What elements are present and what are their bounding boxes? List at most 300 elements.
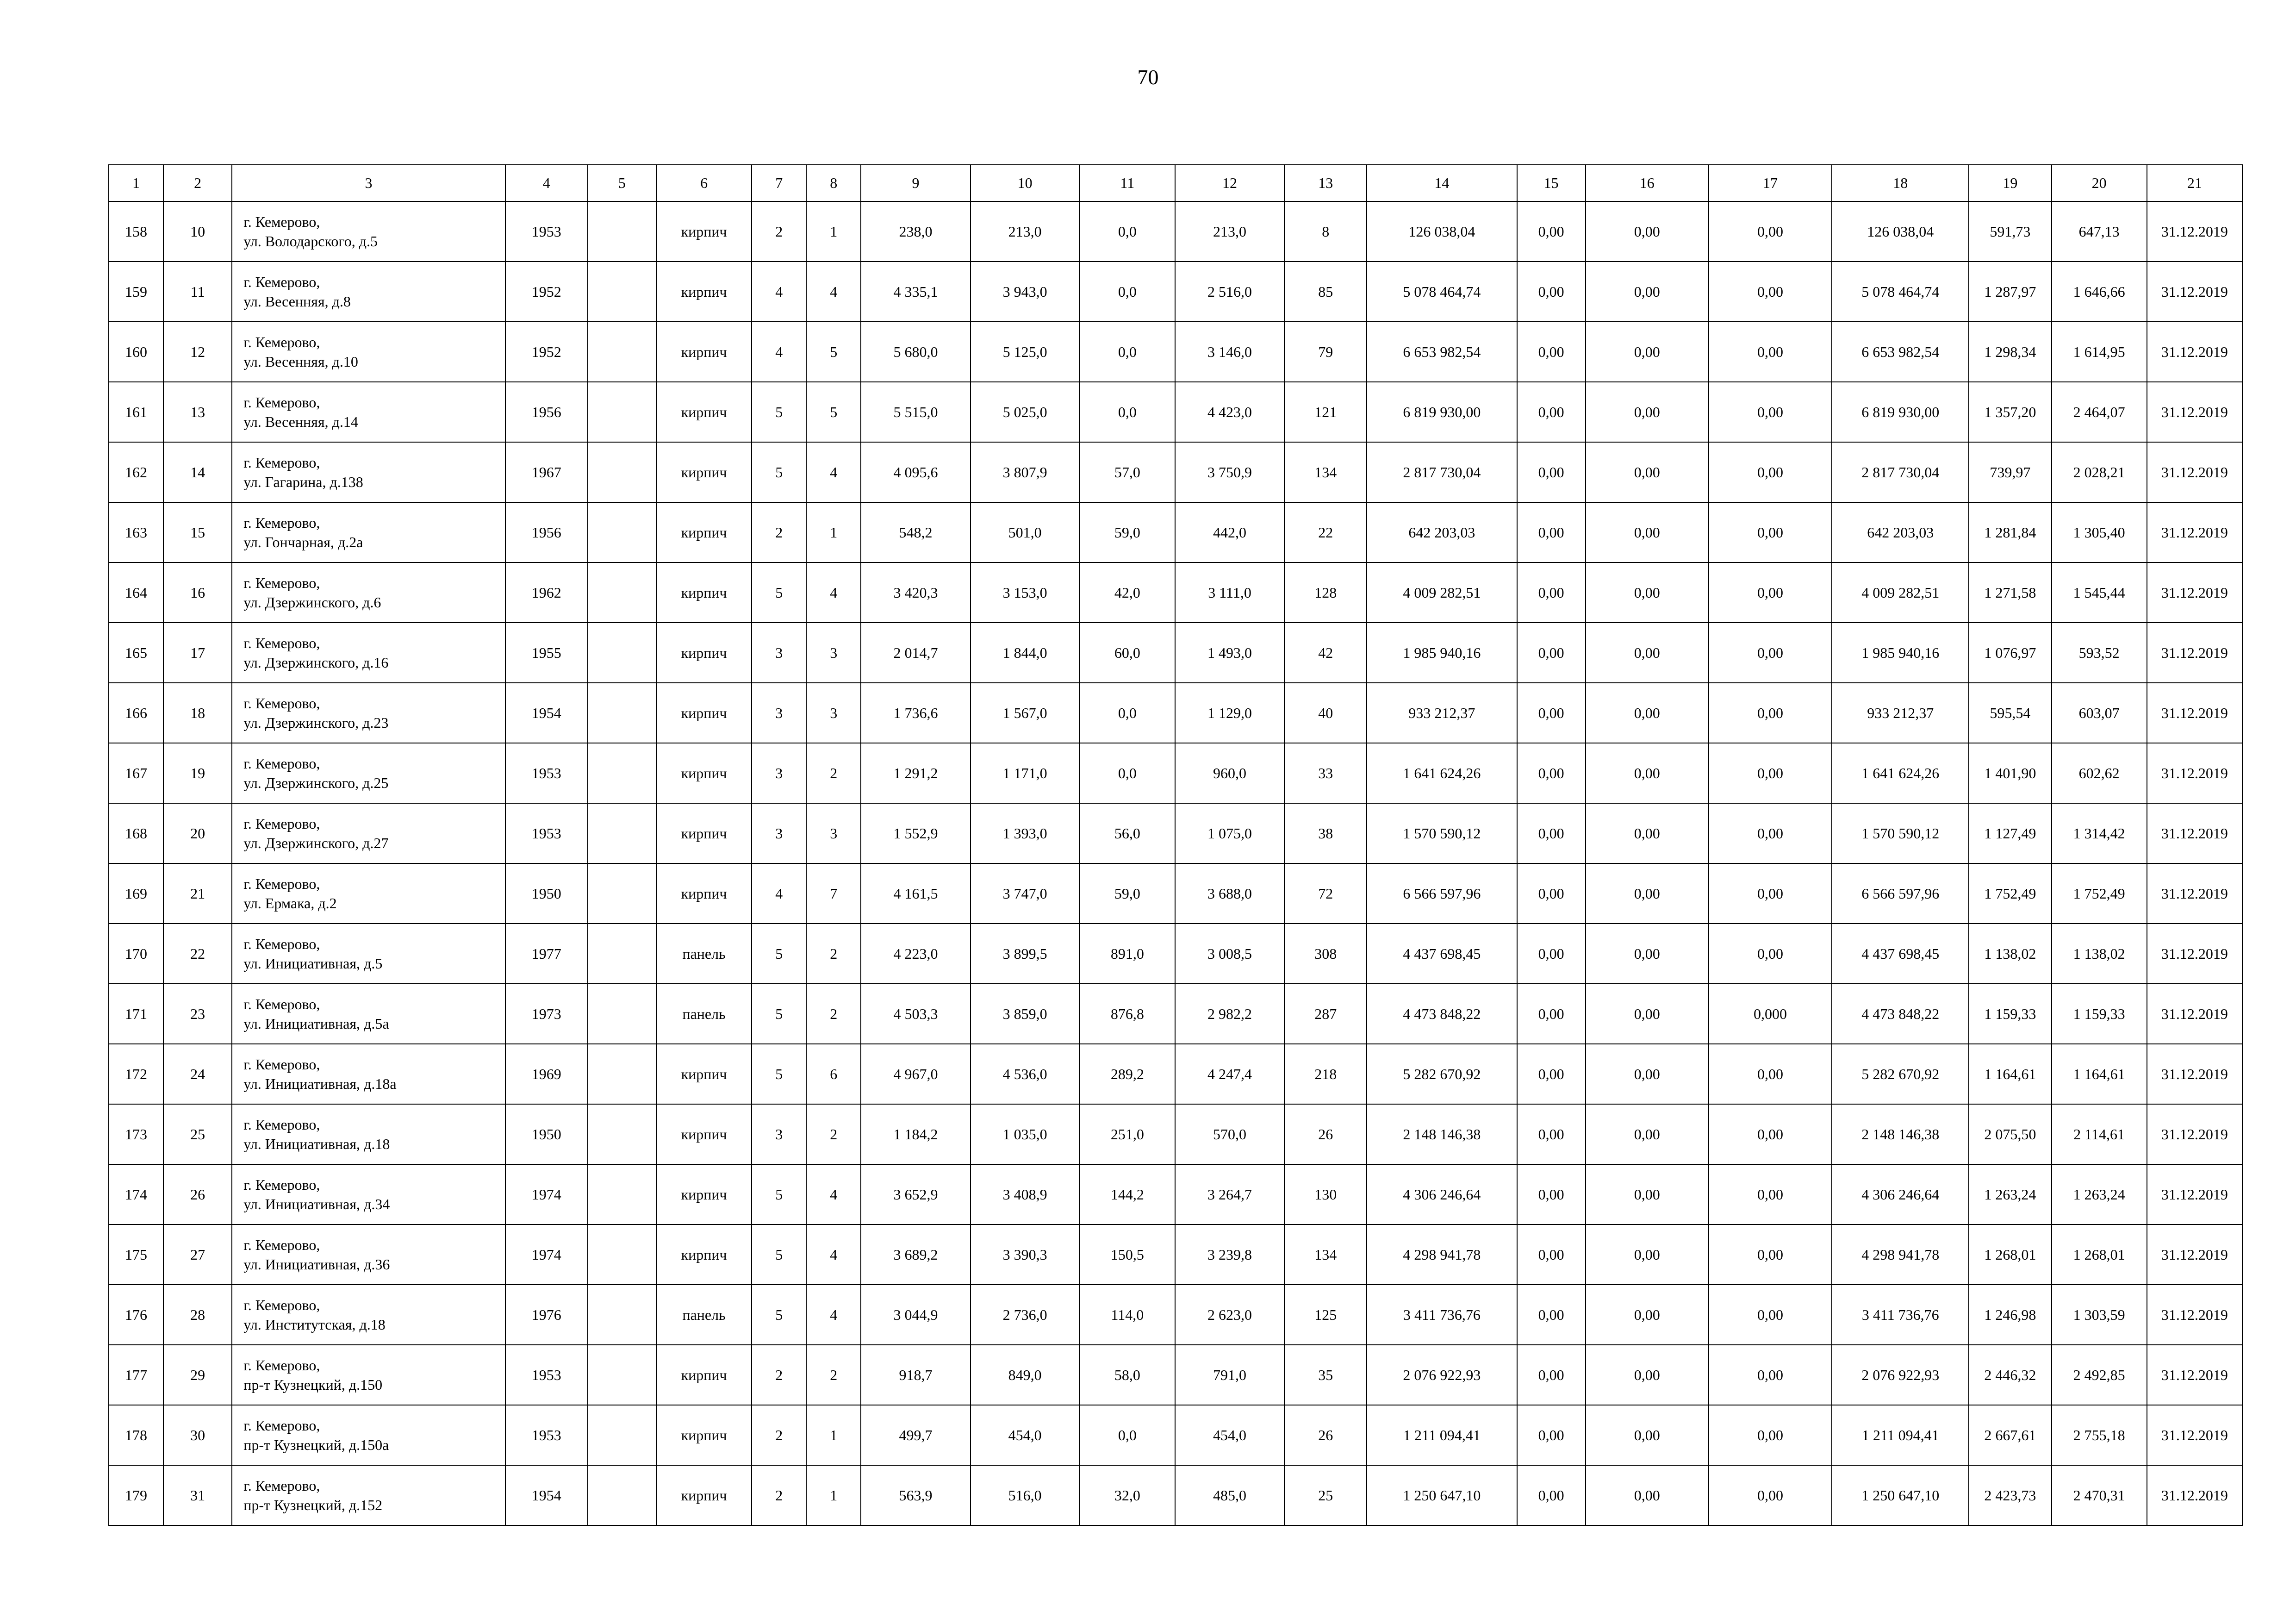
table-row <box>109 924 2242 984</box>
table-cell: 1 129,0 <box>1175 683 1284 743</box>
table-cell: 0,00 <box>1586 1345 1709 1405</box>
table-cell: 0,00 <box>1517 262 1586 322</box>
table-cell: 1976 <box>505 1285 588 1345</box>
table-cell <box>588 1465 656 1525</box>
table-cell: 1 545,44 <box>2052 562 2147 623</box>
address-street: ул. Весенняя, д.14 <box>243 413 358 430</box>
address-cell <box>232 1104 505 1164</box>
column-header: 13 <box>1284 165 1367 201</box>
table-cell: 3 688,0 <box>1175 863 1284 924</box>
table-cell: 2 148 146,38 <box>1832 1104 1969 1164</box>
column-header: 9 <box>861 165 970 201</box>
table-cell: 0,0 <box>1080 322 1175 382</box>
table-cell: 31.12.2019 <box>2147 803 2242 863</box>
table-cell: 2 736,0 <box>971 1285 1080 1345</box>
table-cell: 5 <box>752 382 806 442</box>
table-cell: 60,0 <box>1080 623 1175 683</box>
table-cell: 3 <box>752 683 806 743</box>
table-cell: 6 653 982,54 <box>1367 322 1517 382</box>
address-street: ул. Володарского, д.5 <box>243 233 378 250</box>
table-cell: 10 <box>163 201 232 262</box>
address-street: ул. Ермака, д.2 <box>243 895 337 912</box>
table-cell: 3 408,9 <box>971 1164 1080 1224</box>
table-cell: 4 247,4 <box>1175 1044 1284 1104</box>
table-row <box>109 984 2242 1044</box>
address-city: г. Кемерово, <box>243 815 320 832</box>
table-row <box>109 502 2242 562</box>
table-cell: 454,0 <box>971 1405 1080 1465</box>
table-cell: 1 393,0 <box>971 803 1080 863</box>
table-cell: 130 <box>1284 1164 1367 1224</box>
address-city: г. Кемерово, <box>243 454 320 471</box>
table-cell: 1950 <box>505 1104 588 1164</box>
table-cell: 31.12.2019 <box>2147 1285 2242 1345</box>
table-cell: 3 <box>752 623 806 683</box>
table-cell: 4 967,0 <box>861 1044 970 1104</box>
table-cell: 1 138,02 <box>1969 924 2051 984</box>
table-cell: 31.12.2019 <box>2147 322 2242 382</box>
table-cell: 1967 <box>505 442 588 502</box>
address-cell <box>232 1285 505 1345</box>
table-cell: 3 <box>806 683 861 743</box>
table-cell: 0,00 <box>1586 743 1709 803</box>
table-cell: 0,00 <box>1517 1104 1586 1164</box>
table-cell: 21 <box>163 863 232 924</box>
table-cell: 174 <box>109 1164 163 1224</box>
table-cell: 4 <box>806 1285 861 1345</box>
table-cell: 2 028,21 <box>2052 442 2147 502</box>
table-cell: 38 <box>1284 803 1367 863</box>
table-cell: 2 982,2 <box>1175 984 1284 1044</box>
table-cell: 4 <box>752 863 806 924</box>
table-cell: 1969 <box>505 1044 588 1104</box>
table-cell: 1 268,01 <box>2052 1224 2147 1285</box>
table-cell: 1 127,49 <box>1969 803 2051 863</box>
table-cell: 595,54 <box>1969 683 2051 743</box>
table-cell: 0,00 <box>1586 442 1709 502</box>
table-row <box>109 1164 2242 1224</box>
table-cell: 4 536,0 <box>971 1044 1080 1104</box>
table-cell: 13 <box>163 382 232 442</box>
table-cell: 31.12.2019 <box>2147 1465 2242 1525</box>
table-cell: 1 250 647,10 <box>1367 1465 1517 1525</box>
table-cell: 5 <box>752 562 806 623</box>
table-cell: 791,0 <box>1175 1345 1284 1405</box>
table-cell: 58,0 <box>1080 1345 1175 1405</box>
table-cell: 126 038,04 <box>1367 201 1517 262</box>
table-cell: 0,00 <box>1709 623 1832 683</box>
table-cell: 17 <box>163 623 232 683</box>
table-cell: 4 <box>806 262 861 322</box>
table-cell: 2 755,18 <box>2052 1405 2147 1465</box>
table-cell: 0,00 <box>1586 1164 1709 1224</box>
table-cell: 1 263,24 <box>1969 1164 2051 1224</box>
table-cell: 163 <box>109 502 163 562</box>
table-cell: 0,00 <box>1517 1164 1586 1224</box>
address-street: ул. Дзержинского, д.25 <box>243 775 389 791</box>
table-cell: 31.12.2019 <box>2147 1044 2242 1104</box>
table-cell: 3 264,7 <box>1175 1164 1284 1224</box>
table-cell: кирпич <box>656 442 752 502</box>
table-cell: 2 <box>806 924 861 984</box>
table-cell: 166 <box>109 683 163 743</box>
table-cell: 516,0 <box>971 1465 1080 1525</box>
table-cell: 0,00 <box>1517 683 1586 743</box>
table-row <box>109 1345 2242 1405</box>
table-cell: 1 567,0 <box>971 683 1080 743</box>
table-cell: 1 401,90 <box>1969 743 2051 803</box>
address-city: г. Кемерово, <box>243 755 320 772</box>
table-cell: 289,2 <box>1080 1044 1175 1104</box>
table-cell: 960,0 <box>1175 743 1284 803</box>
table-cell: 1953 <box>505 1345 588 1405</box>
address-city: г. Кемерово, <box>243 875 320 892</box>
table-cell: 0,00 <box>1586 1285 1709 1345</box>
table-cell: 3 044,9 <box>861 1285 970 1345</box>
table-cell: 31.12.2019 <box>2147 442 2242 502</box>
table-cell: 3 390,3 <box>971 1224 1080 1285</box>
table-cell: 4 306 246,64 <box>1832 1164 1969 1224</box>
table-cell: 169 <box>109 863 163 924</box>
table-cell: 0,00 <box>1586 262 1709 322</box>
table-cell <box>588 1044 656 1104</box>
table-cell: 42,0 <box>1080 562 1175 623</box>
table-cell: 3 943,0 <box>971 262 1080 322</box>
table-cell: 0,0 <box>1080 382 1175 442</box>
table-cell: панель <box>656 984 752 1044</box>
table-cell: 0,00 <box>1709 1405 1832 1465</box>
address-cell <box>232 1224 505 1285</box>
table-cell: кирпич <box>656 1405 752 1465</box>
table-cell: 11 <box>163 262 232 322</box>
table-cell: 1956 <box>505 382 588 442</box>
table-cell: кирпич <box>656 201 752 262</box>
table-cell: 1 211 094,41 <box>1367 1405 1517 1465</box>
table-cell: 0,00 <box>1586 863 1709 924</box>
table-cell: 0,00 <box>1586 1224 1709 1285</box>
table-cell: 27 <box>163 1224 232 1285</box>
table-cell: 4 095,6 <box>861 442 970 502</box>
address-street: ул. Инициативная, д.18а <box>243 1075 397 1092</box>
table-cell <box>588 1224 656 1285</box>
address-street: ул. Весенняя, д.8 <box>243 293 351 310</box>
table-cell: 1974 <box>505 1164 588 1224</box>
table-cell: 3 <box>806 623 861 683</box>
table-cell: 0,00 <box>1586 1465 1709 1525</box>
table-cell: 1952 <box>505 262 588 322</box>
table-cell: 26 <box>1284 1104 1367 1164</box>
table-cell: 0,00 <box>1586 382 1709 442</box>
address-street: ул. Дзержинского, д.23 <box>243 714 389 731</box>
table-cell: 57,0 <box>1080 442 1175 502</box>
table-cell: 31.12.2019 <box>2147 743 2242 803</box>
table-cell: 1 <box>806 1465 861 1525</box>
table-cell: 1953 <box>505 803 588 863</box>
table-cell: 5 078 464,74 <box>1367 262 1517 322</box>
table-cell: 0,00 <box>1517 623 1586 683</box>
table-cell: 4 <box>806 562 861 623</box>
table-cell: 2 423,73 <box>1969 1465 2051 1525</box>
table-row <box>109 382 2242 442</box>
table-cell: 0,00 <box>1709 502 1832 562</box>
table-cell: кирпич <box>656 262 752 322</box>
address-city: г. Кемерово, <box>243 213 320 230</box>
table-cell: 642 203,03 <box>1832 502 1969 562</box>
column-header: 7 <box>752 165 806 201</box>
address-street: ул. Гагарина, д.138 <box>243 474 363 490</box>
table-cell: 308 <box>1284 924 1367 984</box>
table-cell: 5 025,0 <box>971 382 1080 442</box>
column-header: 15 <box>1517 165 1586 201</box>
table-cell: 22 <box>1284 502 1367 562</box>
table-cell: кирпич <box>656 1465 752 1525</box>
table-cell: 5 <box>752 1164 806 1224</box>
table-cell: 0,00 <box>1586 984 1709 1044</box>
table-cell <box>588 201 656 262</box>
table-cell: 4 161,5 <box>861 863 970 924</box>
table-cell: 1 752,49 <box>2052 863 2147 924</box>
table-cell: 3 <box>752 743 806 803</box>
table-cell <box>588 924 656 984</box>
table-cell: 0,00 <box>1709 1044 1832 1104</box>
table-cell: 31.12.2019 <box>2147 863 2242 924</box>
table-cell: 5 <box>752 442 806 502</box>
table-cell: 0,00 <box>1517 382 1586 442</box>
table-cell <box>588 863 656 924</box>
table-cell: 4 <box>752 262 806 322</box>
address-street: ул. Инициативная, д.5а <box>243 1015 389 1032</box>
table-cell: 0,00 <box>1517 803 1586 863</box>
address-city: г. Кемерово, <box>243 274 320 290</box>
table-cell: 6 <box>806 1044 861 1104</box>
table-cell: 5 680,0 <box>861 322 970 382</box>
address-cell <box>232 623 505 683</box>
table-cell: 4 <box>752 322 806 382</box>
table-cell: 0,0 <box>1080 201 1175 262</box>
address-cell <box>232 502 505 562</box>
table-cell: 0,0 <box>1080 743 1175 803</box>
address-city: г. Кемерово, <box>243 1237 320 1253</box>
table-row <box>109 262 2242 322</box>
table-cell: 0,00 <box>1709 743 1832 803</box>
table-cell: 25 <box>163 1104 232 1164</box>
table-cell: 1 035,0 <box>971 1104 1080 1164</box>
address-cell <box>232 1044 505 1104</box>
table-cell: 31.12.2019 <box>2147 924 2242 984</box>
table-cell: 159 <box>109 262 163 322</box>
table-cell: 602,62 <box>2052 743 2147 803</box>
table-cell <box>588 262 656 322</box>
address-city: г. Кемерово, <box>243 1297 320 1313</box>
column-header: 2 <box>163 165 232 201</box>
table-cell: 2 817 730,04 <box>1832 442 1969 502</box>
table-cell: 0,0 <box>1080 262 1175 322</box>
address-cell <box>232 743 505 803</box>
table-cell: 570,0 <box>1175 1104 1284 1164</box>
table-cell: 0,00 <box>1517 1285 1586 1345</box>
table-cell: 165 <box>109 623 163 683</box>
table-cell: 8 <box>1284 201 1367 262</box>
table-cell: 442,0 <box>1175 502 1284 562</box>
table-cell: 2 464,07 <box>2052 382 2147 442</box>
table-cell: 218 <box>1284 1044 1367 1104</box>
table-cell: 1 <box>806 201 861 262</box>
table-cell: 0,0 <box>1080 1405 1175 1465</box>
table-cell: 2 <box>752 502 806 562</box>
table-cell: 0,00 <box>1517 502 1586 562</box>
table-cell: 0,00 <box>1517 863 1586 924</box>
table-cell: 739,97 <box>1969 442 2051 502</box>
table-cell: 1973 <box>505 984 588 1044</box>
page-number: 70 <box>1137 65 1159 89</box>
table-cell: 1 246,98 <box>1969 1285 2051 1345</box>
table-cell: 0,00 <box>1709 382 1832 442</box>
address-cell <box>232 924 505 984</box>
table-cell: 4 298 941,78 <box>1367 1224 1517 1285</box>
table-cell: 0,0 <box>1080 683 1175 743</box>
table-cell: 2 446,32 <box>1969 1345 2051 1405</box>
address-cell <box>232 1405 505 1465</box>
table-cell <box>588 984 656 1044</box>
table-cell: 168 <box>109 803 163 863</box>
table-cell: 3 <box>806 803 861 863</box>
table-cell: 59,0 <box>1080 863 1175 924</box>
address-street: ул. Весенняя, д.10 <box>243 353 358 370</box>
table-cell: 3 <box>752 803 806 863</box>
column-header: 18 <box>1832 165 1969 201</box>
table-cell: 31.12.2019 <box>2147 984 2242 1044</box>
table-cell: 1 211 094,41 <box>1832 1405 1969 1465</box>
table-cell: 1 303,59 <box>2052 1285 2147 1345</box>
table-cell: 3 747,0 <box>971 863 1080 924</box>
table-cell: 0,00 <box>1517 201 1586 262</box>
table-cell <box>588 1345 656 1405</box>
column-header: 12 <box>1175 165 1284 201</box>
table-cell: 126 038,04 <box>1832 201 1969 262</box>
table-cell: 5 282 670,92 <box>1367 1044 1517 1104</box>
table-cell: 593,52 <box>2052 623 2147 683</box>
table-cell: 3 899,5 <box>971 924 1080 984</box>
table-cell: 933 212,37 <box>1832 683 1969 743</box>
table-cell: 2 470,31 <box>2052 1465 2147 1525</box>
table-cell: 0,00 <box>1517 1465 1586 1525</box>
table-cell: 31.12.2019 <box>2147 1104 2242 1164</box>
table-cell: 1 287,97 <box>1969 262 2051 322</box>
table-row <box>109 803 2242 863</box>
table-cell: 16 <box>163 562 232 623</box>
table-cell: 7 <box>806 863 861 924</box>
table-cell: 150,5 <box>1080 1224 1175 1285</box>
table-cell: 2 <box>806 1345 861 1405</box>
table-cell: 1 159,33 <box>2052 984 2147 1044</box>
table-cell: 134 <box>1284 442 1367 502</box>
table-cell: 0,00 <box>1586 623 1709 683</box>
address-street: ул. Дзержинского, д.16 <box>243 654 389 671</box>
table-cell: 2 492,85 <box>2052 1345 2147 1405</box>
address-cell <box>232 803 505 863</box>
table-cell: 501,0 <box>971 502 1080 562</box>
table-cell: 1 159,33 <box>1969 984 2051 1044</box>
column-header: 11 <box>1080 165 1175 201</box>
table-cell: 2 <box>752 1465 806 1525</box>
table-cell: 6 819 930,00 <box>1367 382 1517 442</box>
table-cell: 5 <box>752 1285 806 1345</box>
table-cell: 134 <box>1284 1224 1367 1285</box>
table-cell <box>588 743 656 803</box>
table-cell: 0,00 <box>1709 442 1832 502</box>
table-cell: кирпич <box>656 743 752 803</box>
address-street: ул. Инициативная, д.5 <box>243 955 383 972</box>
table-cell: 499,7 <box>861 1405 970 1465</box>
table-cell: 0,00 <box>1586 1044 1709 1104</box>
table-cell: кирпич <box>656 623 752 683</box>
table-cell: 1954 <box>505 1465 588 1525</box>
table-cell: 3 652,9 <box>861 1164 970 1224</box>
table-cell: 1950 <box>505 863 588 924</box>
table-cell: 1 268,01 <box>1969 1224 2051 1285</box>
table-cell: 0,00 <box>1586 502 1709 562</box>
table-cell: кирпич <box>656 382 752 442</box>
table-cell: 31.12.2019 <box>2147 1164 2242 1224</box>
table-cell: 5 <box>752 1224 806 1285</box>
table-cell: кирпич <box>656 1104 752 1164</box>
address-street: ул. Институтская, д.18 <box>243 1316 386 1333</box>
table-cell: 0,00 <box>1709 1164 1832 1224</box>
address-cell <box>232 1345 505 1405</box>
table-cell: 2 114,61 <box>2052 1104 2147 1164</box>
table-cell: 26 <box>163 1164 232 1224</box>
table-cell: 642 203,03 <box>1367 502 1517 562</box>
table-row <box>109 1044 2242 1104</box>
table-cell <box>588 502 656 562</box>
table-cell: 3 807,9 <box>971 442 1080 502</box>
table-cell: 0,00 <box>1709 1224 1832 1285</box>
table-cell: 1956 <box>505 502 588 562</box>
table-cell: 1 357,20 <box>1969 382 2051 442</box>
table-cell: 6 653 982,54 <box>1832 322 1969 382</box>
table-cell: 4 473 848,22 <box>1832 984 1969 1044</box>
table-cell: 0,00 <box>1517 442 1586 502</box>
table-cell: 32,0 <box>1080 1465 1175 1525</box>
table-cell: 1 570 590,12 <box>1832 803 1969 863</box>
table-cell: 14 <box>163 442 232 502</box>
table-row <box>109 322 2242 382</box>
table-cell: 2 <box>806 743 861 803</box>
address-city: г. Кемерово, <box>243 575 320 591</box>
table-cell: 2 <box>806 984 861 1044</box>
table-cell: 4 298 941,78 <box>1832 1224 1969 1285</box>
table-row <box>109 1224 2242 1285</box>
table-cell: 31.12.2019 <box>2147 382 2242 442</box>
table-cell: 176 <box>109 1285 163 1345</box>
table-cell: 6 566 597,96 <box>1832 863 1969 924</box>
table-cell: 2 076 922,93 <box>1367 1345 1517 1405</box>
table-cell: 12 <box>163 322 232 382</box>
table-cell: 31.12.2019 <box>2147 683 2242 743</box>
address-city: г. Кемерово, <box>243 1417 320 1434</box>
table-cell: 1 985 940,16 <box>1367 623 1517 683</box>
table-cell: 1 138,02 <box>2052 924 2147 984</box>
address-city: г. Кемерово, <box>243 1477 320 1494</box>
table-cell: 4 223,0 <box>861 924 970 984</box>
table-cell: 1 298,34 <box>1969 322 2051 382</box>
table-cell: 0,00 <box>1517 984 1586 1044</box>
table-cell: 35 <box>1284 1345 1367 1405</box>
table-cell: 125 <box>1284 1285 1367 1345</box>
table-cell: 31.12.2019 <box>2147 1405 2242 1465</box>
table-cell: 3 750,9 <box>1175 442 1284 502</box>
table-cell: 918,7 <box>861 1345 970 1405</box>
